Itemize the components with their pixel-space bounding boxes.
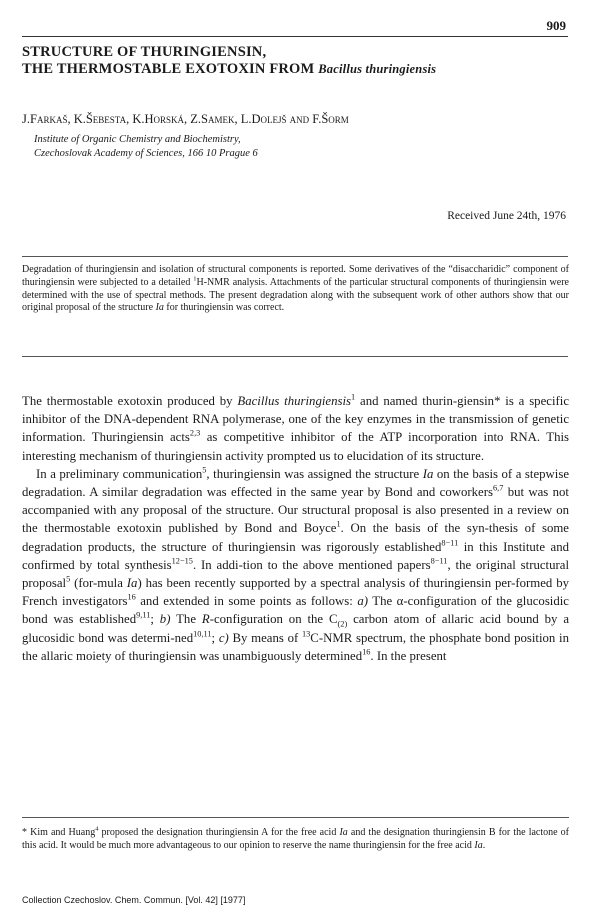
title-line-2: THE THERMOSTABLE EXOTOXIN FROM [22, 61, 315, 77]
citation: 4 [95, 825, 99, 833]
subscript: (2) [337, 619, 348, 629]
text: * Kim and Huang [22, 827, 96, 838]
citation: 16 [127, 592, 136, 602]
abstract-text: H-NMR analysis. Attachments of the particular structural components of thuringiensin were determined with the use of spectral methods. The present degradation along with the subsequent work of other authors show that our original proposal of the structure [22, 276, 569, 314]
text: carbon atom of allaric acid bound by a glucosidic bond was determi-ned [22, 612, 570, 645]
text: By means of [228, 630, 302, 645]
citation: 6,7 [492, 483, 504, 493]
text: and extended in some points as follows: [135, 594, 358, 609]
citation: 16 [362, 647, 371, 657]
author-list: J.Farkaš, K.Šebesta, K.Horská, Z.Samek, L.Dolejš and F.Šorm [22, 112, 349, 126]
list-marker: b) [159, 612, 171, 627]
abstract-text: Degradation of thuringiensin and isolation of structural components is reported. Some derivatives of the “disaccharidic” component of thuringiensin were subjected to a detailed [22, 264, 569, 288]
formula-ref: Ia [155, 302, 164, 314]
citation: 9,11 [136, 611, 151, 621]
formula-ref: Ia [339, 827, 348, 838]
footnote-rule [22, 817, 569, 818]
citation: 5 [202, 465, 207, 475]
text: The thermostable exotoxin produced by [22, 394, 238, 408]
citation: 8−11 [441, 538, 459, 548]
affiliation-line-1: Institute of Organic Chemistry and Biochemistry, [34, 134, 241, 145]
text: . In addi-tion to the above mentioned papers [192, 557, 431, 572]
formula-ref: Ia [422, 466, 434, 481]
affiliation [34, 133, 258, 161]
text: ; [150, 612, 160, 627]
citation: 10,11 [193, 629, 212, 639]
text: C-NMR spectrum, the phosphate bond position in the allaric moiety of thuringiensin was unambiguously determined [22, 630, 570, 663]
citation: 12−15 [171, 556, 193, 566]
citation: 1 [336, 520, 341, 530]
abstract-text: for thuringiensin was correct. [163, 302, 285, 314]
text: ) has been recently supported by a spectral analysis of thuringiensin per-formed by French investigators [22, 576, 569, 609]
formula-ref: Ia [474, 840, 483, 852]
formula-ref: Ia [126, 576, 138, 591]
abstract-bottom-rule [22, 356, 568, 357]
title-line-1: STRUCTURE OF THURINGIENSIN, [22, 44, 267, 60]
text: , thuringiensin was assigned the structure [206, 466, 423, 481]
body-text [22, 392, 569, 665]
species-name: Bacillus thuringiensis [237, 394, 352, 408]
text: and named thurin-giensin* is a specific inhibitor of the DNA-dependent RNA polymerase, one of the key enzymes in the transmission of genetic information. Thuringiensin acts [22, 394, 569, 445]
text: . [482, 840, 486, 852]
text: In a preliminary communication [36, 466, 203, 481]
text: and the designation thuringiensin B for the lactone of this acid. It would be much more advantageous to our opinion to reserve the name thuringiensin for the free acid [22, 827, 569, 852]
text: as competitive inhibitor of the ATP incorporation into RNA. This interesting mechanism of thuringiensin activity prompted us to elucidation of its structure. [22, 430, 569, 463]
text: proposed the designation thuringiensin A for the free acid [98, 827, 340, 838]
citation: 2,3 [189, 429, 201, 439]
citation: 1 [351, 392, 356, 402]
list-marker: c) [218, 630, 229, 645]
text: The [170, 612, 202, 627]
abstract [22, 264, 569, 315]
text: in this Institute and confirmed by total synthesis [22, 539, 569, 572]
citation: 8−11 [430, 556, 448, 566]
list-marker: a) [357, 594, 368, 609]
text: but was not accompanied with any proposal of the structure. Our structural proposal is also presented in a review on the thermostable exotoxin published by Bond and Boyce [22, 485, 569, 536]
text: , the original structural proposal [22, 557, 570, 591]
text: . On the basis of the syn-thesis of some degradation products, the structure of thuringiensin was rigorously established [22, 521, 569, 554]
text: (for-mula [70, 576, 127, 591]
isotope-superscript: 13 [301, 629, 311, 639]
header-rule [22, 36, 568, 37]
title-species: Bacillus thuringiensis [318, 62, 437, 76]
abstract-top-rule [22, 256, 568, 257]
paragraph-1 [22, 392, 569, 465]
text: The α-configuration of the glucosidic bond was established [22, 594, 569, 627]
text: ; [211, 630, 219, 645]
paragraph-2 [22, 465, 569, 665]
footnote [22, 826, 569, 853]
affiliation-line-2: Czechoslovak Academy of Sciences, 166 10 Prague 6 [34, 148, 258, 159]
superscript: 1 [193, 275, 197, 283]
citation: 5 [66, 574, 71, 584]
configuration-label: R [201, 612, 210, 627]
page-number: 909 [546, 18, 566, 33]
article-title [22, 44, 572, 78]
text: on the basis of a stepwise degradation. A similar degradation was effected in the same year by Bond and coworkers [22, 466, 569, 500]
received-date: Received June 24th, 1976 [447, 210, 566, 222]
journal-footer: Collection Czechoslov. Chem. Commun. [Vol. 42] [1977] [22, 895, 246, 905]
text: -configuration on the C [209, 612, 338, 627]
text: . In the present [370, 648, 447, 663]
